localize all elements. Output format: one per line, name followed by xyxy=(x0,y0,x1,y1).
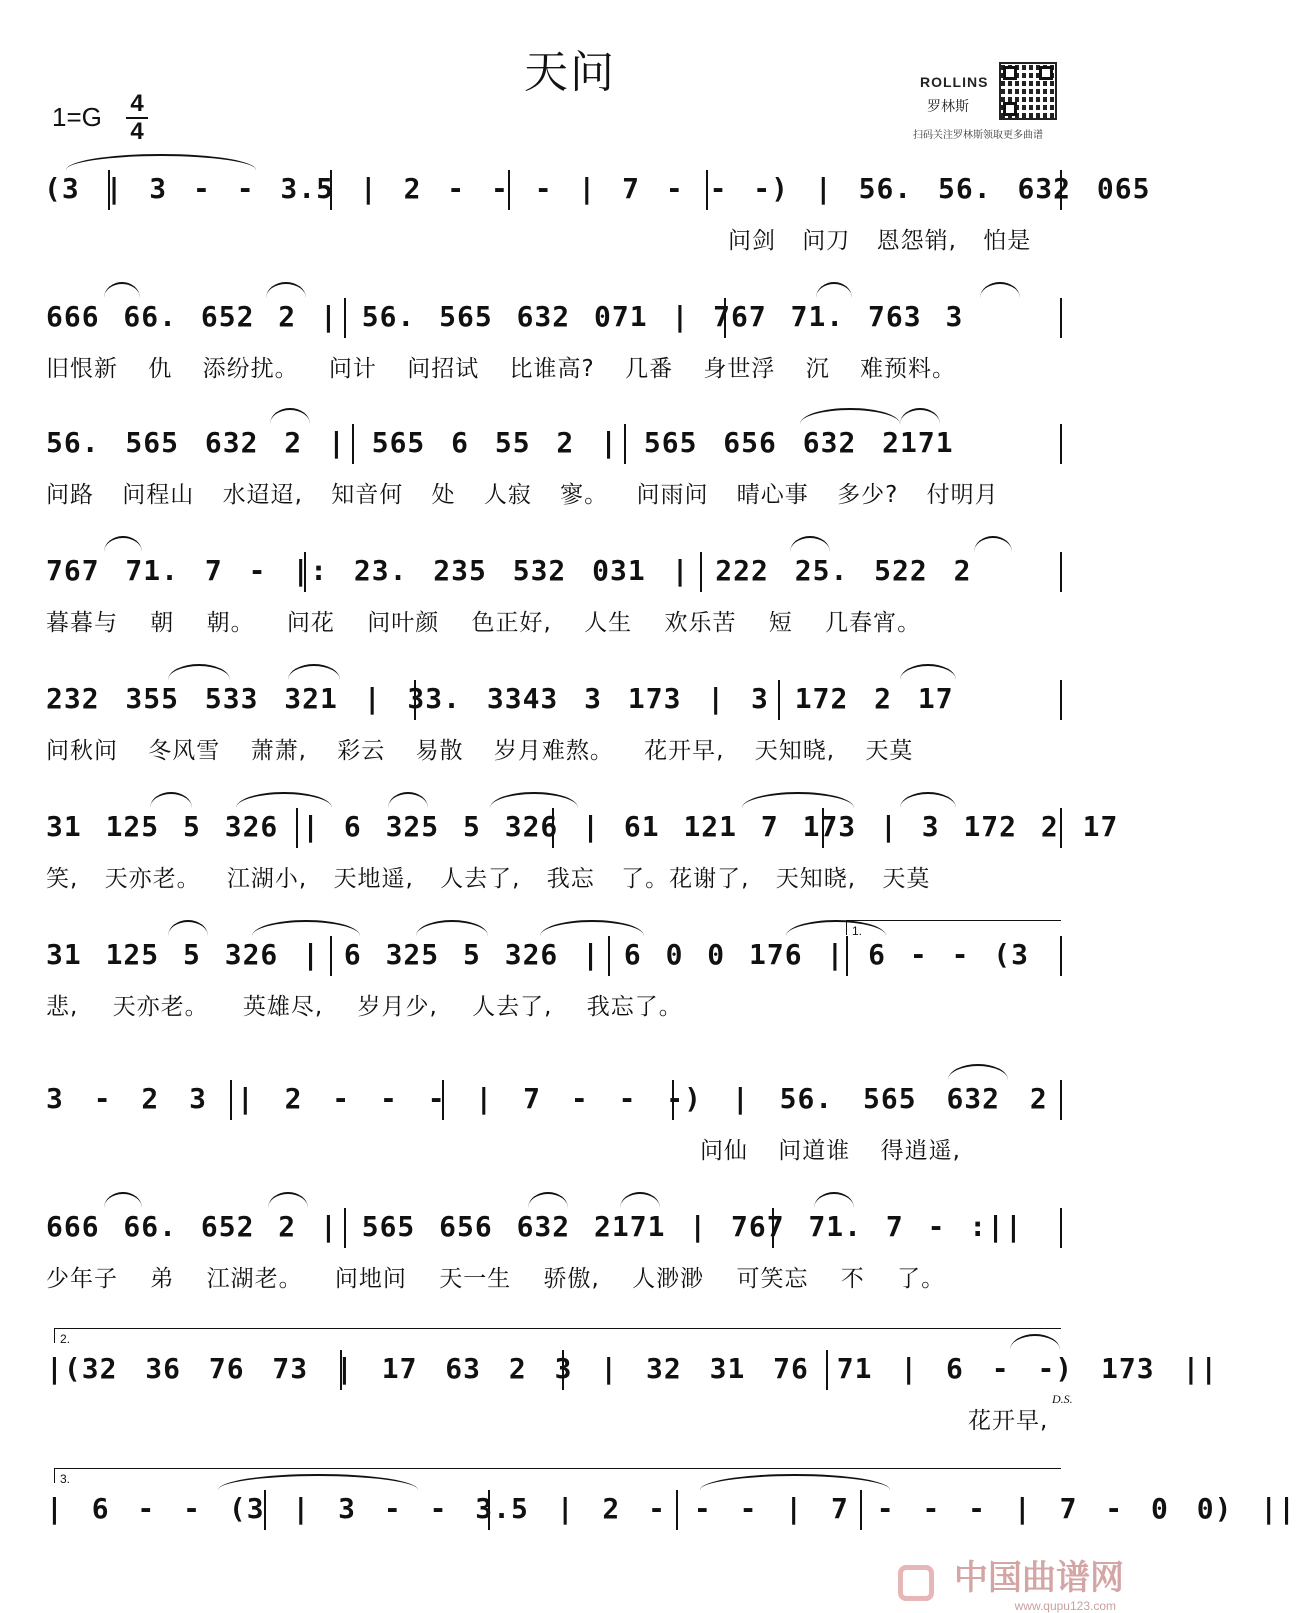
volta-number: 2. xyxy=(60,1332,71,1346)
notes-line: (3 | 3 - - 3.5 | 2 - - - | 7 - - -) | 56. 56. 632 065 xyxy=(44,172,1151,205)
lyric-line: 笑, 天亦老。 江湖小, 天地遥, 人去了, 我忘 了。花谢了, 天知晓, 天莫 xyxy=(46,866,931,892)
qr-code-icon xyxy=(999,62,1057,120)
volta-bracket xyxy=(54,1328,1061,1343)
notes-line: |(32 36 76 73 | 17 63 2 3 | 32 31 76 71 | 6 - -) 173 || xyxy=(46,1352,1219,1385)
watermark-icon xyxy=(898,1565,934,1601)
notes-line: 3 - 2 3 | 2 - - - | 7 - - -) | 56. 565 632 2 xyxy=(46,1082,1048,1115)
notes-line: 31 125 5 326 | 6 325 5 326 | 6 0 0 176 | 6 - - (3 xyxy=(46,938,1030,971)
lyric-line: 花开早, xyxy=(968,1408,1049,1434)
notes-line: 666 66. 652 2 | 56. 565 632 071 | 767 71. 763 3 xyxy=(46,300,964,333)
brand-caption: 扫码关注罗林斯领取更多曲谱 xyxy=(913,130,1043,141)
page-title: 天问 xyxy=(524,47,616,98)
volta-number: 3. xyxy=(60,1472,71,1486)
notes-line: 767 71. 7 - |: 23. 235 532 031 | 222 25. 522 2 xyxy=(46,554,972,587)
time-signature-bottom: 4 xyxy=(130,118,144,145)
time-signature xyxy=(126,92,148,144)
ds-marking: D.S. xyxy=(1052,1392,1073,1406)
notes-line: 232 355 533 321 | 33. 3343 3 173 | 3 172 2 17 xyxy=(46,682,954,715)
volta-bracket xyxy=(54,1468,1061,1483)
notes-line: | 6 - - (3 | 3 - - 3.5 | 2 - - - | 7 - - - | 7 - 0 0) || xyxy=(46,1492,1296,1525)
brand-logo: ROLLINS xyxy=(920,74,989,90)
lyric-line: 暮暮与 朝 朝。 问花 问叶颜 色正好, 人生 欢乐苦 短 几春宵。 xyxy=(46,610,922,636)
lyric-line: 少年子 弟 江湖老。 问地问 天一生 骄傲, 人渺渺 可笑忘 不 了。 xyxy=(46,1266,946,1292)
notes-line: 666 66. 652 2 | 565 656 632 2171 | 767 71. 7 - :|| xyxy=(46,1210,1023,1243)
lyric-line: 悲, 天亦老。 英雄尽, 岁月少, 人去了, 我忘了。 xyxy=(46,994,683,1020)
notes-line: 31 125 5 326 | 6 325 5 326 | 61 121 7 173 | 3 172 2 17 xyxy=(46,810,1119,843)
time-signature-top: 4 xyxy=(130,90,144,117)
lyric-line: 问路 问程山 水迢迢, 知音何 处 人寂 寥。 问雨问 晴心事 多少? 付明月 xyxy=(46,482,999,508)
key-signature: 1=G xyxy=(52,102,102,132)
watermark-url: www.qupu123.com xyxy=(1014,1599,1116,1613)
notes-line: 56. 565 632 2 | 565 6 55 2 | 565 656 632 2171 xyxy=(46,426,954,459)
brand-name: 罗林斯 xyxy=(927,99,969,115)
lyric-line: 旧恨新 仇 添纷扰。 问计 问招试 比谁高? 几番 身世浮 沉 难预料。 xyxy=(46,356,957,382)
lyric-line: 问仙 问道谁 得逍遥, xyxy=(700,1138,961,1164)
watermark-site: 中国曲谱网 xyxy=(954,1558,1124,1598)
volta-number: 1. xyxy=(852,924,863,938)
lyric-line: 问秋问 冬风雪 萧萧, 彩云 易散 岁月难熬。 花开早, 天知晓, 天莫 xyxy=(46,738,914,764)
lyric-line: 问剑 问刀 恩怨销, 怕是 xyxy=(728,228,1032,254)
